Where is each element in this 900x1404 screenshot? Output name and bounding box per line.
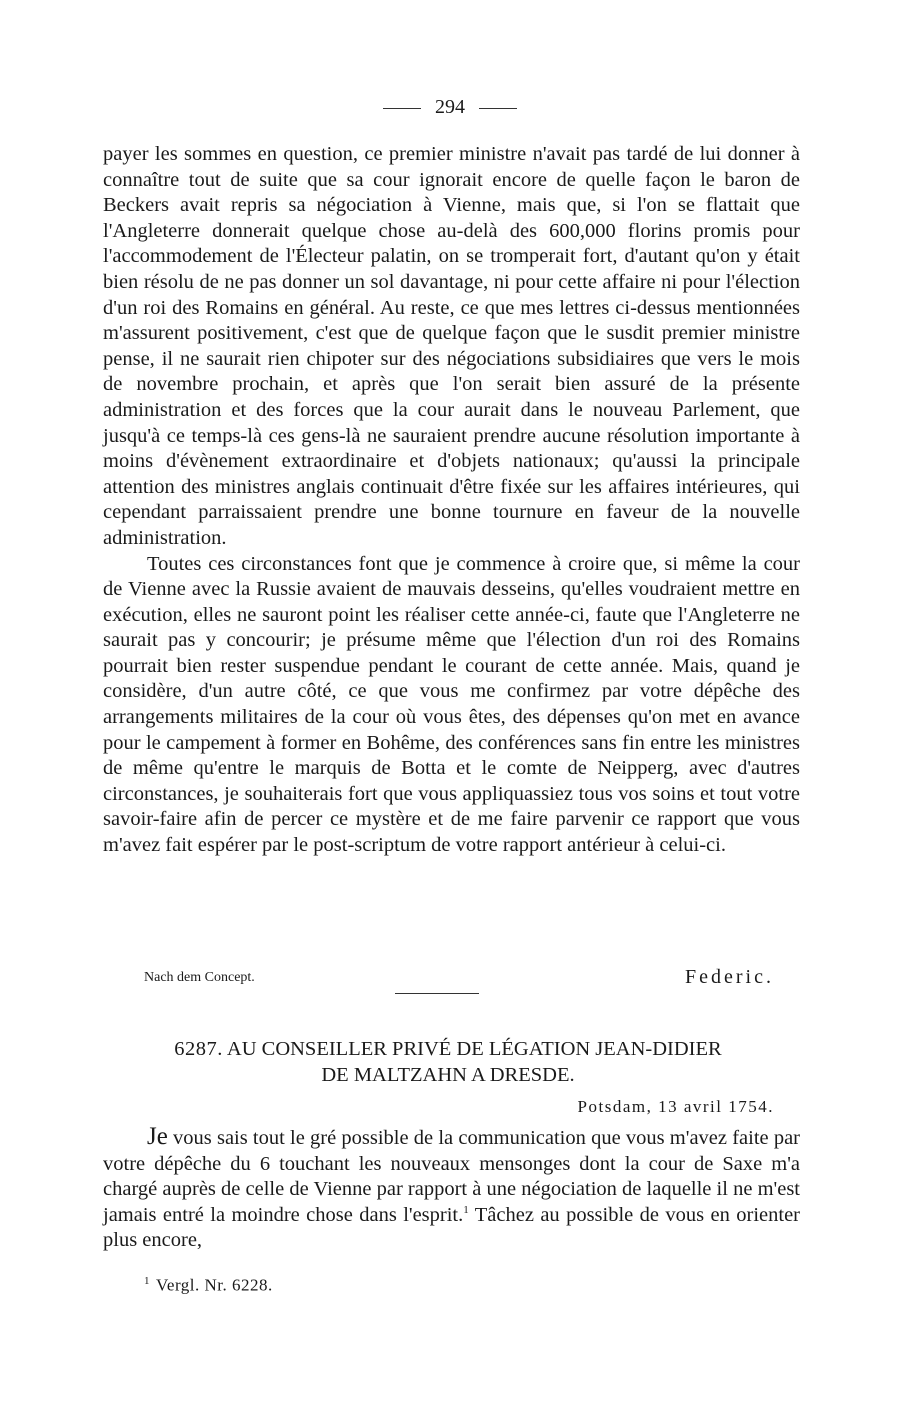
- paragraph-1: payer les sommes en question, ce premier ministre n'avait pas tardé de lui donner à connaître tout de suite que sa cour ignorait encore de quelle façon le baron de Beckers avait repris sa négociation à Vienne, mais que, si l'on se flattait que l'Angleterre donnerait quelque chose au-delà des 600,000 florins promis pour l'accommodement de l'Électeur palatin, on se tromperait fort, d'autant qu'on y était bien résolu de ne pas donner un sol davantage, ni pour cette affaire ni pour l'élection d'un roi des Romains en général. Au reste, ce que mes lettres ci-dessus mentionnées m'assurent positivement, c'est que de quelque façon que le susdit premier ministre pense, il ne saurait rien chipoter sur des négociations subsidiaires que vers le mois de novembre prochain, et après que l'on serait bien assuré de la présente administration et des forces que la cour aurait dans le nouveau Parlement, que jusqu'à ce temps-là ces gens-là ne sauraient prendre aucune résolution importante à moins d'évènement extraordinaire et d'objets nationaux; qu'aussi la principale attention des ministres anglais continuait d'être fixée sur les affaires intérieures, qui cependant parraissaient prendre une bonne tournure en faveur de la nouvelle administration.: [103, 143, 800, 549]
- footnote-reference[interactable]: 1: [463, 1203, 469, 1216]
- footnote: [144, 1275, 273, 1296]
- letter-body: [103, 1124, 800, 1254]
- drop-cap: Je: [147, 1123, 168, 1150]
- page-header: [0, 96, 900, 119]
- letter-paragraph: [103, 1124, 800, 1254]
- text-after-note: Tâchez au possible de vous en orienter plus encore,: [103, 1203, 800, 1252]
- heading-line-2: DE MALTZAHN A DRESDE.: [321, 1064, 575, 1086]
- page-number: 294: [435, 96, 465, 118]
- header-dash-left: [383, 108, 421, 109]
- text-before-note: vous sais tout le gré possible de la communication que vous m'avez faite par votre dépêche du 6 touchant les nouveaux mensonges dont la cour de Saxe m'a chargé auprès de celle de Vienne par rapport à une négociation de laquelle il ne m'est jamais entré la moindre chose dans l'esprit.: [103, 1127, 800, 1226]
- paragraph-2: Toutes ces circonstances font que je commence à croire que, si même la cour de Vienne avec la Russie avaient de mauvais desseins, qu'elles voudraient mettre en exécution, elles ne sauront point les réaliser cette année-ci, faute que l'Angleterre ne saurait pas y concourir; je présume même que l'élection d'un roi des Romains pourrait bien rester suspendue pendant le courant de cette année. Mais, quand je considère, d'un autre côté, ce que vous me confirmez par votre dépêche des arrangements militaires de la cour où vous êtes, des dépenses qu'on met en avance pour le campement à former en Bohême, des conférences sans fin entre les ministres de même qu'entre le marquis de Botta et le comte de Neipperg, avec d'autres circonstances, je souhaiterais fort que vous appliquassiez tous vos soins et tout votre savoir-faire afin de percer ce mystère et de me faire parvenir ce rapport que vous m'avez fait espérer par le post-scriptum de votre rapport antérieur à celui-ci.: [103, 552, 800, 857]
- heading-line-1: [108, 1036, 788, 1062]
- signature: Federic.: [685, 966, 774, 988]
- footnote-mark: 1: [144, 1275, 150, 1287]
- source-note: Nach dem Concept.: [144, 970, 255, 985]
- footnote-text: Vergl. Nr. 6228.: [156, 1275, 273, 1295]
- letter-heading: [108, 1036, 788, 1088]
- dateline: Potsdam, 13 avril 1754.: [577, 1097, 774, 1116]
- addressee-title: AU CONSEILLER PRIVÉ DE LÉGATION JEAN-DIDIER: [226, 1038, 722, 1060]
- letter-number: 6287.: [174, 1038, 223, 1060]
- section-divider: [395, 993, 479, 994]
- letter-continuation: [103, 142, 800, 859]
- header-dash-right: [479, 108, 517, 109]
- closing-row: [144, 966, 774, 992]
